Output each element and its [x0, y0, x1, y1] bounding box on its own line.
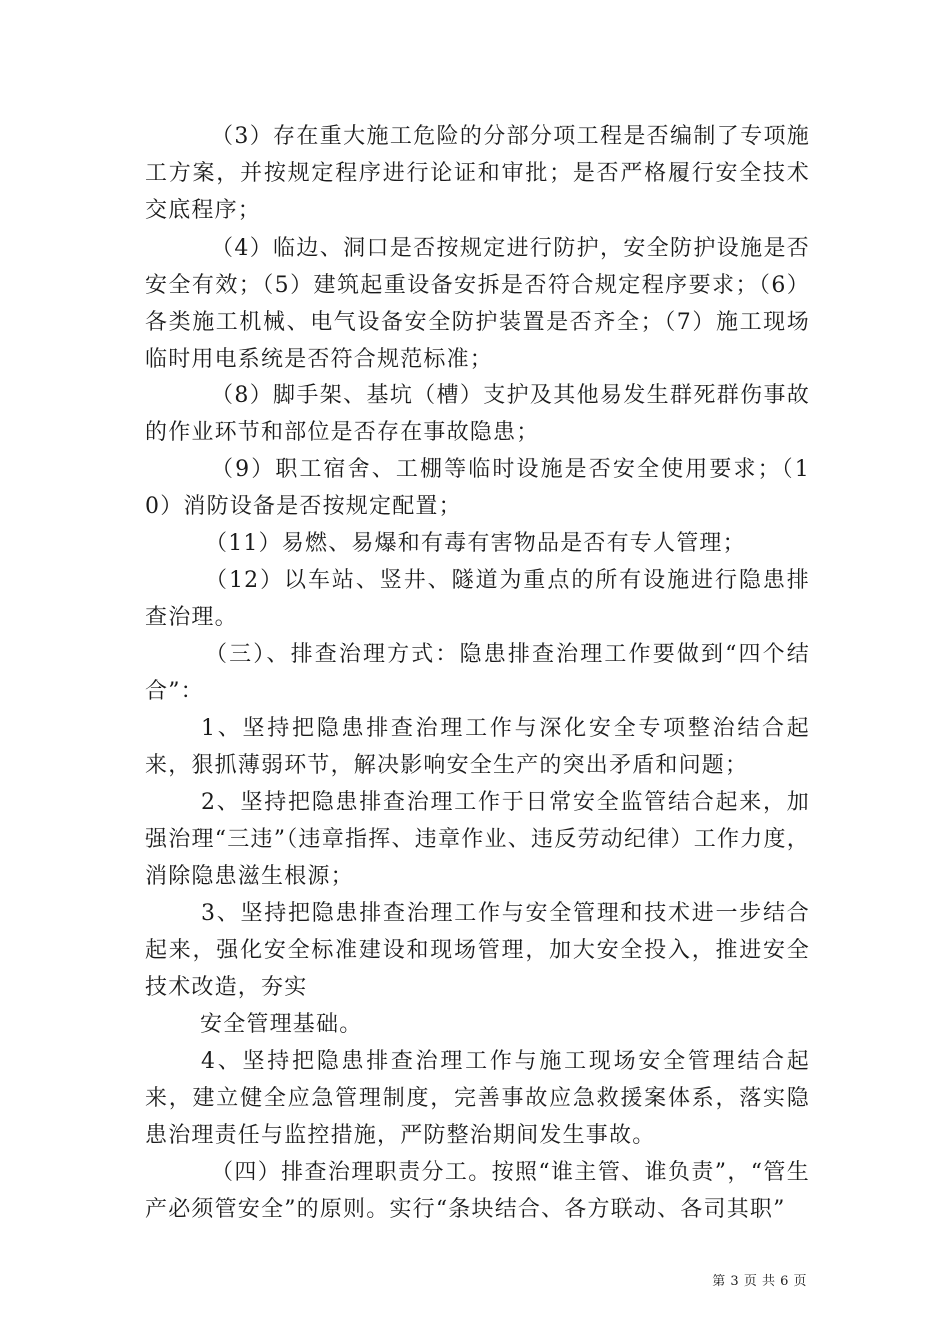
paragraph-items-9-10: （9）职工宿舍、工棚等临时设施是否安全使用要求；（10）消防设备是否按规定配置； [145, 457, 810, 519]
page-number-footer: 第 3 页 共 6 页 [712, 1274, 807, 1289]
paragraph-combination-1: 1、坚持把隐患排查治理工作与深化安全专项整治结合起来，狠抓薄弱环节，解决影响安全生产的突出矛盾和问题； [145, 716, 810, 778]
paragraph-combination-3: 3、坚持把隐患排查治理工作与安全管理和技术进一步结合起来，强化安全标准建设和现场管理，加大安全投入，推进安全技术改造，夯实 [145, 901, 810, 1000]
paragraph-section-3-heading: （三）、排查治理方式：隐患排查治理工作要做到“四个结合”： [145, 642, 810, 704]
paragraph-item-12: （12）以车站、竖井、隧道为重点的所有设施进行隐患排查治理。 [145, 568, 810, 630]
paragraph-items-4-7: （4）临边、洞口是否按规定进行防护，安全防护设施是否安全有效；（5）建筑起重设备安拆是否符合规定程序要求；（6）各类施工机械、电气设备安全防护装置是否齐全；（7）施工现场临时用电系统是否符合规范标准； [145, 236, 810, 372]
paragraph-item-11: （11）易燃、易爆和有毒有害物品是否有专人管理； [205, 531, 746, 556]
paragraph-item-3: （3）存在重大施工危险的分部分项工程是否编制了专项施工方案，并按规定程序进行论证和审批；是否严格履行安全技术交底程序； [145, 124, 810, 223]
paragraph-section-4: （四）排查治理职责分工。按照“谁主管、谁负责”，“管生产必须管安全”的原则。实行“条块结合、各方联动、各司其职” [145, 1160, 810, 1222]
paragraph-item-8: （8）脚手架、基坑（槽）支护及其他易发生群死群伤事故的作业环节和部位是否存在事故隐患； [145, 383, 810, 445]
paragraph-combination-2: 2、坚持把隐患排查治理工作于日常安全监管结合起来，加强治理“三违”（违章指挥、违章作业、违反劳动纪律）工作力度，消除隐患滋生根源； [145, 790, 810, 889]
paragraph-combination-3-continuation: 安全管理基础。 [200, 1012, 363, 1037]
paragraph-combination-4: 4、坚持把隐患排查治理工作与施工现场安全管理结合起来，建立健全应急管理制度，完善事故应急救援案体系，落实隐患治理责任与监控措施，严防整治期间发生事故。 [145, 1049, 810, 1148]
